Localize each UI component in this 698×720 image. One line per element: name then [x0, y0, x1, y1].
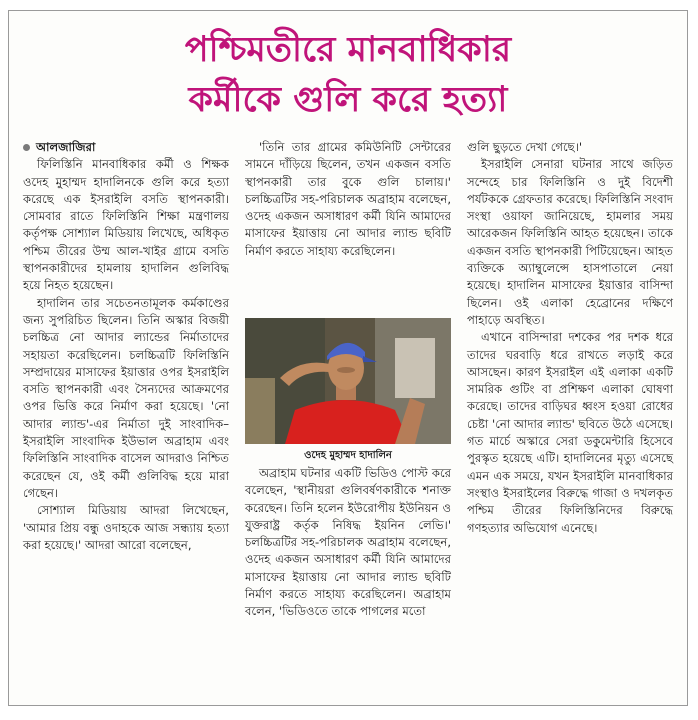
paragraph: অব্রাহাম ঘটনার একটি ভিডিও পোস্ট করে বলেছেন, 'স্থানীয়রা গুলিবর্ষণকারীকে শনাক্ত করেছেন। তিনি হলেন ইউরোপীয় ইউনিয়ন ও যুক্তরাষ্ট্র কর্তৃক নিষিদ্ধ ইয়নিন লেভি।' চলচ্চিত্রটির সহ-পরিচালক অব্রাহাম বলেছেন, ওদেহ একজন অসাধারণ কর্মী যিনি আমাদের মাসাফের ইয়াত্তায় নো আদার ল্যান্ড ছবিটি নির্মাণ করতে সাহায্য করেছিলেন। অব্রাহাম বলেন, 'ভিডিওতে তাকে পাগলের মতো [245, 466, 451, 619]
article-column-1 [23, 139, 229, 554]
newspaper-clipping [8, 10, 688, 706]
headline [9, 25, 687, 125]
byline-source: আলজাজিরা [36, 140, 96, 154]
article-column-2 [245, 139, 451, 621]
bullet-icon [23, 144, 30, 151]
paragraph: হাদালিন তার সচেতনতামূলক কর্মকাণ্ডের জন্য সুপরিচিত ছিলেন। তিনি অস্কার বিজয়ী চলচ্চিত্র নো আদার ল্যান্ডের নির্মাতাদের সহায়তা করেছিলেন। চলচ্চিত্রটি ফিলিস্তিনি সম্প্রদায়ের মাসাফের ইয়াত্তার ওপর ইসরাইলি বসতি স্থাপনকারী এবং সৈন্যদের আক্রমণের ওপর ভিত্তি করে নির্মাণ করা হয়েছে। 'নো আদার ল্যান্ড'-এর নির্মাতা দুই সাংবাদিক–ইসরাইলি সাংবাদিক ইউভাল অব্রাহাম এবং ফিলিস্তিনি সাংবাদিক বাসেল আদরাও নিশ্চিত করেছেন যে, ওই কর্মী গুলিবিদ্ধ হয়ে মারা গেছেন। [23, 295, 229, 500]
portrait-photo [245, 318, 451, 444]
paragraph: 'তিনি তার গ্রামের কমিউনিটি সেন্টারের সামনে দাঁড়িয়ে ছিলেন, তখন একজন বসতি স্থাপনকারী তার বুকে গুলি চালায়।' চলচ্চিত্রটির সহ-পরিচালক অব্রাহাম বলেছেন, ওদেহ একজন অসাধারণ কর্মী যিনি আমাদের মাসাফের ইয়াত্তায় নো আদার ল্যান্ড ছবিটি নির্মাণ করতে সাহায্য করেছিলেন। [245, 140, 451, 258]
headline-line-1: পশ্চিমতীরে মানবাধিকার [184, 30, 512, 70]
article-column-3 [467, 139, 673, 537]
headline-line-2: কর্মীকে গুলি করে হত্যা [188, 80, 508, 120]
paragraph: সোশ্যাল মিডিয়ায় আদরা লিখেছেন, 'আমার প্রিয় বন্ধু ওদাহকে আজ সন্ধ্যায় হত্যা করা হয়েছে।' আদরা আরো বলেছেন, [23, 503, 229, 552]
paragraph: গুলি ছুড়তে দেখা গেছে।' [467, 140, 583, 154]
portrait-illustration [245, 318, 451, 444]
paragraph: ফিলিস্তিনি মানবাধিকার কর্মী ও শিক্ষক ওদেহ মুহাম্মদ হাদালিনকে গুলি করে হত্যা করেছে এক ইসরাইলি বসতি স্থাপনকারী। সোমবার রাতে ফিলিস্তিনি শিক্ষা মন্ত্রণালয় কর্তৃপক্ষ সোশ্যাল মিডিয়ায় লিখেছে, অধিকৃত পশ্চিম তীরের উম্ম আল-খাইর গ্রামে বসতি স্থাপনকারীদের হামলায় হাদালিন গুলিবিদ্ধ হয়ে নিহত হয়েছেন। [23, 157, 229, 293]
photo-caption: ওদেহ মুহাম্মদ হাদালিন [304, 450, 392, 461]
byline [23, 139, 229, 156]
paragraph: ইসরাইলি সেনারা ঘটনার সাথে জড়িত সন্দেহে চার ফিলিস্তিনি ও দুই বিদেশী পর্যটককে গ্রেফতার করেছে। ফিলিস্তিনি সংবাদ সংস্থা ওয়াফা জানিয়েছে, হামলার সময় আরেকজন ফিলিস্তিনি আহত হয়েছেন। তাকে একজন বসতি স্থাপনকারী পিটিয়েছেন। আহত ব্যক্তিকে অ্যাম্বুলেন্সে হাসপাতালে নেয়া হয়েছে। হাদালিন মাসাফের ইয়াত্তার বাসিন্দা ছিলেন। ওই এলাকা হেব্রোনের দক্ষিণে পাহাড়ে অবস্থিত। [467, 157, 673, 327]
paragraph: এখানে বাসিন্দারা দশকের পর দশক ধরে তাদের ঘরবাড়ি ধরে রাখতে লড়াই করে আসছেন। কারণ ইসরাইল এই এলাকা একটি সামরিক গুটিং বা প্রশিক্ষণ এলাকা ঘোষণা করেছে। তাদের বাড়িঘর ধ্বংস হওয়া রোধের চেষ্টা 'নো আদার ল্যান্ড' ছবিতে উঠে এসেছে। গত মার্চে অস্কারে সেরা ডকুমেন্টারি হিসেবে পুরস্কৃত হয়েছে এটি। হাদালিনের মৃত্যু এসেছে এমন এক সময়ে, যখন ইসরাইলি মানবাধিকার সংস্থাও ইসরাইলের বিরুদ্ধে গাজা ও দখলকৃত পশ্চিম তীরের ফিলিস্তিনিদের বিরুদ্ধে গণহত্যার অভিযোগ এনেছে। [467, 330, 673, 535]
